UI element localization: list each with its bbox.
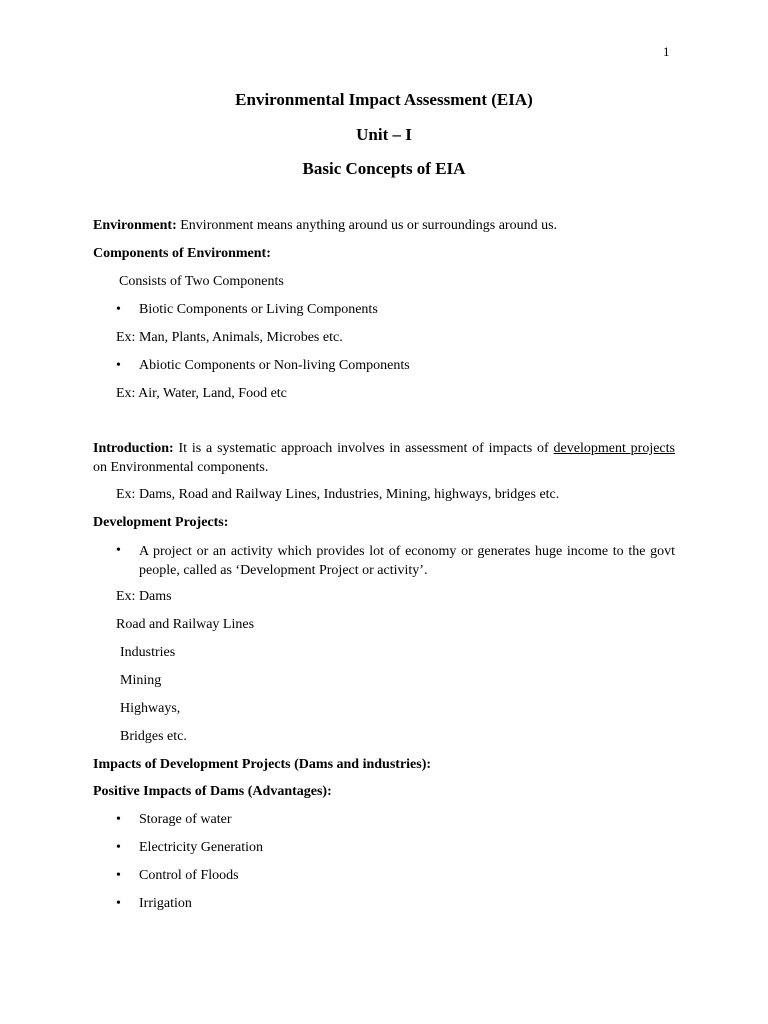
bullet-icon: • (116, 543, 121, 558)
components-intro: Consists of Two Components (119, 274, 284, 289)
environment-label: Environment: (93, 218, 177, 233)
positive-impact-item: Storage of water (139, 812, 232, 827)
bullet-icon: • (116, 302, 121, 317)
positive-impact-item: Electricity Generation (139, 840, 263, 855)
positive-impact-item: Irrigation (139, 896, 192, 911)
bullet-icon: • (116, 868, 121, 883)
development-example: Bridges etc. (120, 729, 187, 744)
bullet-icon: • (116, 812, 121, 827)
introduction-label: Introduction: (93, 441, 174, 456)
positive-impact-item: Control of Floods (139, 868, 239, 883)
development-definition: A project or an activity which provides lot of economy or generates huge income to the govt people, called as ‘Development Project or activity’. (139, 544, 675, 578)
development-example: Mining (120, 673, 162, 688)
page-number: 1 (663, 44, 670, 59)
bullet-icon: • (116, 358, 121, 373)
document-title: Environmental Impact Assessment (EIA) (235, 90, 533, 109)
section-title: Basic Concepts of EIA (302, 159, 466, 178)
bullet-icon: • (116, 840, 121, 855)
environment-text: Environment means anything around us or surroundings around us. (176, 218, 558, 233)
biotic-example: Ex: Man, Plants, Animals, Microbes etc. (116, 330, 343, 345)
positive-impacts-heading: Positive Impacts of Dams (Advantages): (93, 784, 332, 799)
unit-title: Unit – I (356, 125, 412, 144)
development-example: Highways, (120, 701, 181, 716)
development-heading: Development Projects: (93, 515, 229, 530)
abiotic-item: Abiotic Components or Non-living Components (139, 358, 410, 373)
introduction-paragraph: Introduction: It is a systematic approach involves in assessment of impacts of development projects on Environmental components. (93, 441, 675, 475)
bullet-icon: • (116, 896, 121, 911)
environment-definition (93, 217, 557, 235)
development-example: Road and Railway Lines (116, 617, 255, 632)
components-heading: Components of Environment: (93, 246, 271, 261)
abiotic-example: Ex: Air, Water, Land, Food etc (116, 386, 287, 401)
introduction-example: Ex: Dams, Road and Railway Lines, Industries, Mining, highways, bridges etc. (116, 487, 560, 502)
development-example: Ex: Dams (116, 589, 172, 604)
development-projects-link: development projects (553, 441, 675, 456)
impacts-heading: Impacts of Development Projects (Dams and industries): (93, 757, 432, 772)
development-example: Industries (120, 645, 176, 660)
biotic-item: Biotic Components or Living Components (139, 302, 378, 317)
